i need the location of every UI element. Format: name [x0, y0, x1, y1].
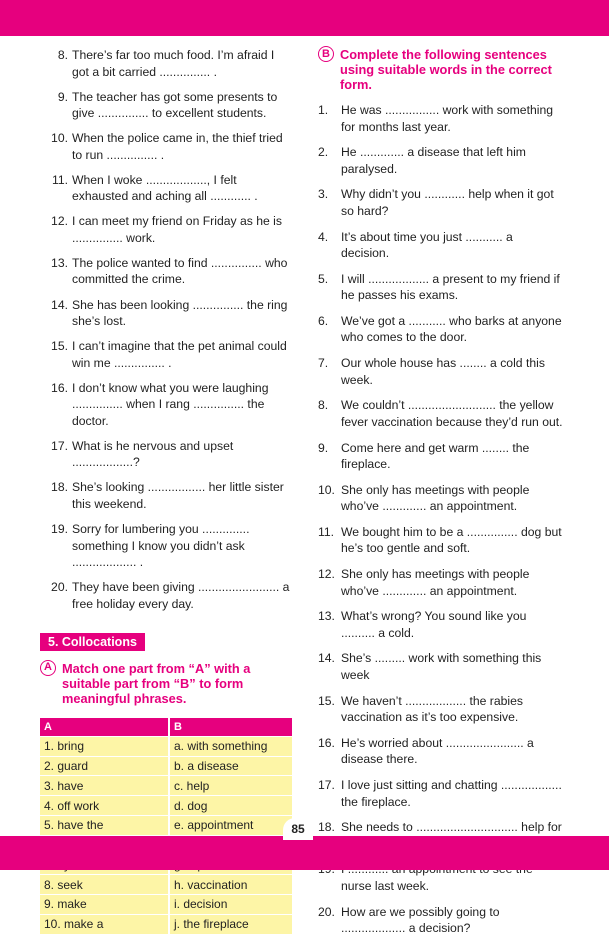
bottom-banner	[0, 836, 609, 870]
exercise-item	[318, 144, 563, 177]
item-number: 7.	[318, 356, 329, 371]
item-number: 12.	[51, 214, 68, 229]
cell-part-a: 3. have	[40, 776, 169, 796]
exercise-item	[50, 579, 292, 612]
item-number: 3.	[318, 187, 329, 202]
item-number: 13.	[318, 609, 335, 624]
page-number: 85	[283, 818, 313, 840]
item-number: 9.	[318, 440, 329, 455]
cell-part-b: h. vaccination	[169, 875, 292, 895]
item-number: 17.	[51, 438, 68, 453]
item-number: 8.	[318, 398, 329, 413]
table-row	[40, 796, 292, 816]
item-text: He ............. a disease that left him paralysed.	[341, 145, 526, 176]
exercise-item	[50, 521, 292, 571]
matching-table	[40, 718, 292, 934]
cell-part-a: 5. have the	[40, 815, 169, 835]
item-text: I will .................. a present to my friend if he passes his exams.	[341, 271, 560, 303]
table-row	[40, 895, 292, 915]
exercise-item	[318, 524, 563, 557]
item-text: I can’t imagine that the pet animal could win me ............... .	[72, 339, 287, 370]
task-b-instruction: Complete the following sentences using suitable words in the correct form.	[340, 47, 552, 92]
exercise-item	[318, 186, 563, 219]
item-number: 1.	[318, 103, 329, 117]
item-text: We couldn’t .......................... the yellow fever vaccination because they’d run out.	[341, 398, 563, 429]
exercise-item	[50, 172, 292, 205]
item-text: We’ve got a ........... who barks at anyone who comes to the door.	[341, 313, 562, 345]
item-number: 12.	[318, 567, 335, 582]
exercise-item	[318, 777, 563, 810]
exercise-item	[318, 397, 563, 430]
item-number: 16.	[51, 380, 68, 395]
item-number: 14.	[318, 651, 335, 666]
sentence-list-left	[40, 47, 292, 612]
exercise-item	[318, 229, 563, 262]
exercise-item	[50, 438, 292, 471]
exercise-item	[318, 313, 563, 346]
item-text: When I woke .................., I felt exhausted and aching all ............ .	[72, 172, 258, 204]
item-number: 19.	[51, 522, 68, 537]
table-row	[40, 756, 292, 776]
cell-part-b: i. decision	[169, 895, 292, 915]
exercise-item	[50, 479, 292, 512]
item-number: 18.	[51, 480, 68, 495]
cell-part-a: 10. make a	[40, 914, 169, 933]
task-a-badge: A	[40, 660, 56, 676]
item-text: Come here and get warm ........ the fireplace.	[341, 440, 530, 471]
left-column	[40, 47, 292, 934]
item-number: 5.	[318, 271, 329, 286]
item-text: We haven’t .................. the rabies vaccination as it’s too expensive.	[341, 693, 523, 725]
item-text: She’s looking ................. her little sister this weekend.	[72, 480, 284, 511]
item-text: nurse last week.	[341, 878, 430, 893]
item-number: 10.	[318, 482, 335, 497]
item-text: She only has meetings with people who’ve ............. an appointment.	[341, 482, 530, 514]
cell-part-b: j. the fireplace	[169, 914, 292, 933]
table-row	[40, 875, 292, 895]
task-a-instruction: Match one part from “A” with a suitable part from “B” to form meaningful phrases.	[62, 660, 251, 706]
item-number: 2.	[318, 145, 329, 160]
item-text: She only has meetings with people who’ve ............. an appointment.	[341, 567, 530, 598]
item-text: Why didn’t you ............ help when it got so hard?	[341, 187, 554, 218]
item-number: 17.	[318, 778, 335, 792]
cell-part-b: c. help	[169, 776, 292, 796]
item-text: She has been looking ............... the ring she’s lost.	[72, 297, 288, 329]
item-text: He was ................ work with something for months last year.	[341, 103, 553, 134]
cell-part-a: 2. guard	[40, 756, 169, 776]
top-banner	[0, 0, 609, 36]
exercise-item	[50, 130, 292, 163]
exercise-item	[318, 440, 563, 473]
cell-part-a: 1. bring	[40, 736, 169, 756]
table-header-row	[40, 718, 292, 737]
sentence-list-right	[318, 102, 563, 937]
column-header-a: A	[40, 718, 169, 737]
item-text: The police wanted to find ............... who committed the crime.	[72, 255, 288, 287]
exercise-item	[318, 566, 563, 599]
exercise-item	[50, 338, 292, 371]
item-text: They have been giving ........................ a free holiday every day.	[72, 580, 290, 611]
task-b-heading	[318, 47, 563, 92]
cell-part-b: b. a disease	[169, 756, 292, 776]
task-b-badge: B	[318, 46, 334, 62]
item-number: 11.	[51, 172, 68, 187]
item-number: 14.	[51, 297, 68, 312]
cell-part-b: e. appointment	[169, 815, 292, 835]
item-number: 15.	[318, 693, 335, 708]
item-text: I can meet my friend on Friday as he is ............... work.	[72, 214, 282, 245]
exercise-item	[50, 255, 292, 288]
cell-part-a: 4. off work	[40, 796, 169, 816]
item-text: She needs to .............................. help for	[341, 820, 562, 835]
item-number: 11.	[318, 524, 335, 539]
exercise-item	[50, 47, 292, 80]
table-row	[40, 914, 292, 933]
exercise-item	[318, 735, 563, 768]
item-number: 13.	[51, 255, 68, 270]
item-number: 15.	[51, 339, 68, 354]
section-heading: 5. Collocations	[40, 633, 145, 651]
table-row	[40, 776, 292, 796]
item-text: He’s worried about ....................... a disease there.	[341, 735, 534, 767]
table-row	[40, 736, 292, 756]
item-number: 8.	[57, 48, 68, 62]
item-text: I love just sitting and chatting .................. the fireplace.	[341, 778, 562, 809]
cell-part-b: d. dog	[169, 796, 292, 816]
exercise-item	[50, 213, 292, 246]
item-text: The teacher has got some presents to give ............... to excellent students.	[72, 89, 278, 121]
exercise-item	[318, 650, 563, 683]
item-text: She’s ......... work with something this week	[341, 651, 542, 682]
column-header-b: B	[169, 718, 292, 737]
item-number: 16.	[318, 735, 335, 750]
cell-part-b: a. with something	[169, 736, 292, 756]
item-number: 6.	[318, 313, 329, 328]
exercise-item	[318, 608, 563, 641]
exercise-item	[50, 89, 292, 122]
item-text: I don’t know what you were laughing ............... when I rang ............... the doctor.	[72, 380, 269, 428]
exercise-item	[318, 355, 563, 388]
item-text: It’s about time you just ........... a decision.	[341, 229, 513, 261]
exercise-item	[318, 693, 563, 726]
item-number: 9.	[57, 89, 68, 104]
item-number: 4.	[318, 229, 329, 244]
item-text: What’s wrong? You sound like you .......... a cold.	[341, 609, 527, 640]
item-text: We bought him to be a ............... dog but he’s too gentle and soft.	[341, 524, 562, 556]
exercise-item	[318, 482, 563, 515]
item-text: What is he nervous and upset ..................?	[72, 438, 234, 470]
task-a-heading	[40, 661, 292, 706]
item-text: Sorry for lumbering you .............. something I know you didn’t ask ................... .	[72, 522, 250, 570]
exercise-item	[50, 380, 292, 430]
exercise-item	[318, 904, 563, 937]
exercise-item	[318, 102, 563, 135]
item-text: Our whole house has ........ a cold this week.	[341, 356, 545, 387]
item-number: 20.	[51, 580, 68, 595]
right-column	[318, 47, 563, 946]
cell-part-a: 9. make	[40, 895, 169, 915]
cell-part-a: 8. seek	[40, 875, 169, 895]
table-row	[40, 815, 292, 835]
item-number: 18.	[318, 820, 335, 835]
item-text: When the police came in, the thief tried to run ............... .	[72, 131, 283, 162]
item-text: How are we possibly going to ................... a decision?	[341, 904, 500, 936]
item-number: 20.	[318, 904, 335, 919]
item-number: 10.	[51, 131, 68, 146]
exercise-item	[50, 297, 292, 330]
item-text: There’s far too much food. I’m afraid I got a bit carried ............... .	[72, 48, 275, 79]
exercise-item	[318, 271, 563, 304]
